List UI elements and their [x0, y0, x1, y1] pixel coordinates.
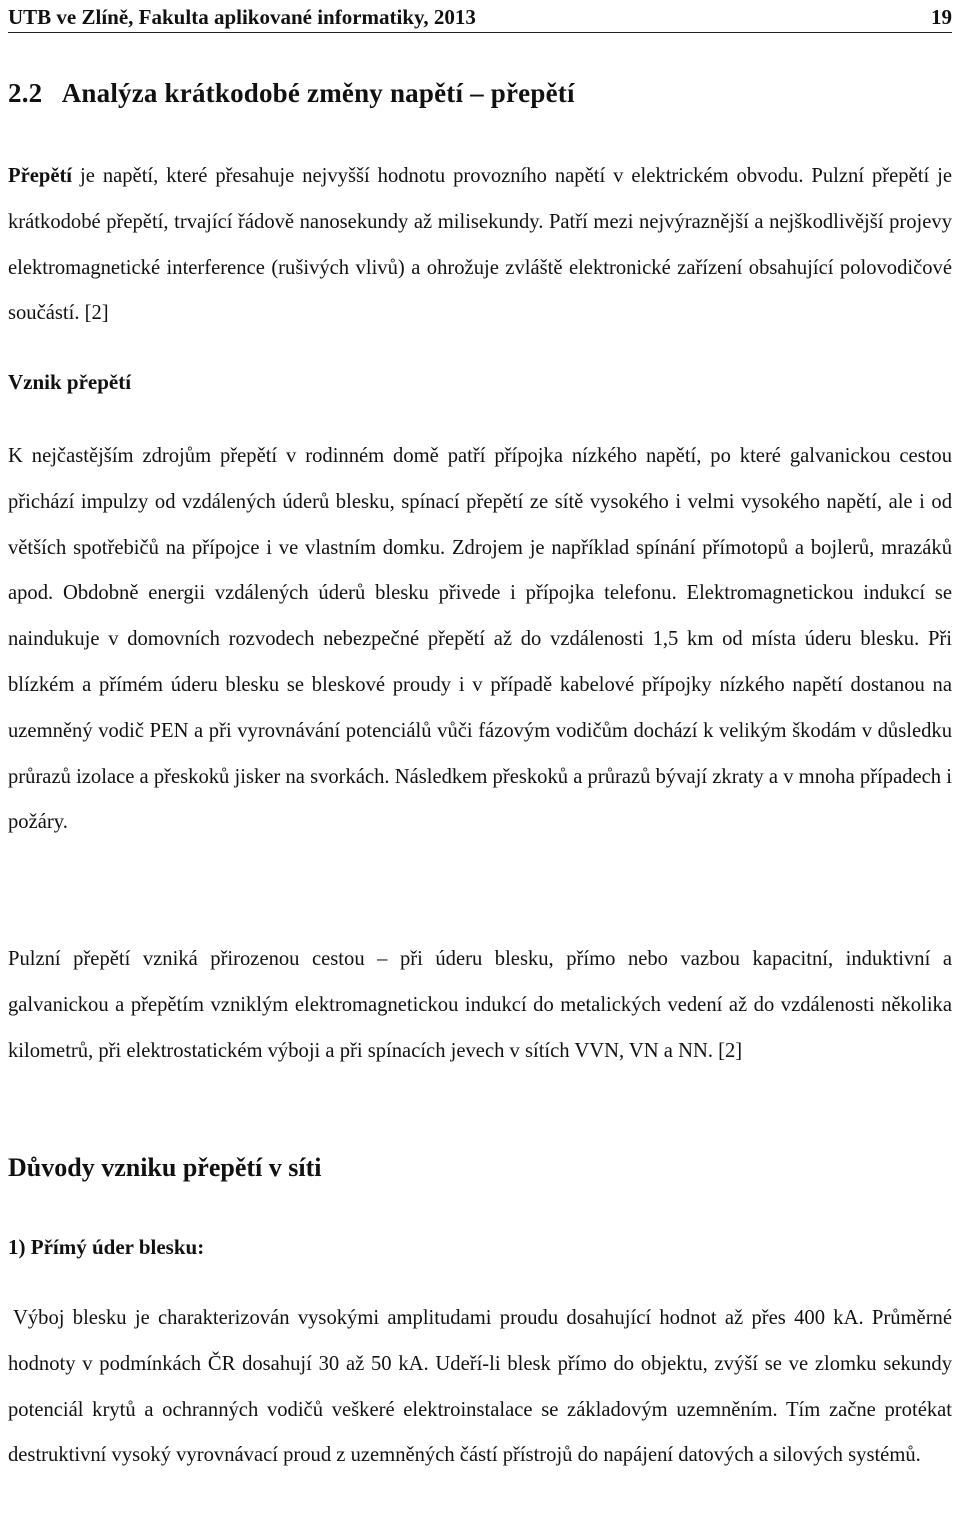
term-prepeti: Přepětí — [8, 165, 73, 187]
page-header — [8, 0, 952, 33]
paragraph-pulzni: Pulzní přepětí vzniká přirozenou cestou – při úderu blesku, přímo nebo vazbou kapacitní, induktivní a galvanickou a přepětím vzniklým elektromagnetickou indukcí do metalických vedení až do vzdálenosti několika kilometrů, při elektrostatickém výboji a při spínacích jevech v sítích VVN, VN a NN. [2] — [8, 948, 952, 1062]
section-heading: 2.2 Analýza krátkodobé změny napětí – přepětí — [8, 78, 575, 108]
paragraph-primy-uder — [8, 1296, 952, 1479]
heading-primy-uder: 1) Přímý úder blesku: — [8, 1235, 205, 1259]
paragraph-intro-text: je napětí, které přesahuje nejvyšší hodnotu provozního napětí v elektrickém obvodu. Pulzní přepětí je krátkodobé přepětí, trvající řádově nanosekundy až milisekundy. Patří mezi nejvýraznější a nejškodlivější projevy elektromagnetické interference (rušivých vlivů) a ohrožuje zvláště elektronické zařízení obsahující polovodičové součástí. [2] — [8, 165, 952, 325]
paragraph-primy-uder-text: Výboj blesku je charakterizován vysokými amplitudami proudu dosahující hodnot až přes 400 kA. Průměrné hodnoty v podmínkách ČR dosahují 30 až 50 kA. Udeří-li blesk přímo do objektu, zvýší se ve zlomku sekundy potenciál krytů a ochranných vodičů veškeré elektroinstalace se základovým uzemněním. Tím začne protékat destruktivní vysoký vyrovnávací proud z uzemněných částí přístrojů do napájení datových a silových systémů. — [8, 1307, 952, 1467]
heading-duvody: Důvody vzniku přepětí v síti — [8, 1153, 322, 1182]
header-title: UTB ve Zlíně, Fakulta aplikované informatiky, 2013 — [8, 5, 476, 29]
subheading-vznik: Vznik přepětí — [8, 370, 132, 394]
paragraph-intro — [8, 154, 952, 337]
page-number: 19 — [931, 5, 952, 29]
paragraph-vznik: K nejčastějším zdrojům přepětí v rodinném domě patří přípojka nízkého napětí, po které galvanickou cestou přichází impulzy od vzdálených úderů blesku, spínací přepětí ze sítě vysokého i velmi vysokého napětí, ale i od větších spotřebičů na přípojce i ve vlastním domku. Zdrojem je například spínání přímotopů a bojlerů, mrazáků apod. Obdobně energii vzdálených úderů blesku přivede i přípojka telefonu. Elektromagnetickou indukcí se naindukuje v domovních rozvodech nebezpečné přepětí až do vzdálenosti 1,5 km od místa úderu blesku. Při blízkém a přímém úderu blesku se bleskové proudy i v případě kabelové přípojky nízkého napětí dostanou na uzemněný vodič PEN a při vyrovnávání potenciálů vůči fázovým vodičům dochází k velikým škodám v důsledku průrazů izolace a přeskoků jisker na svorkách. Následkem přeskoků a průrazů bývají zkraty a v mnoha případech i požáry. — [8, 445, 952, 834]
